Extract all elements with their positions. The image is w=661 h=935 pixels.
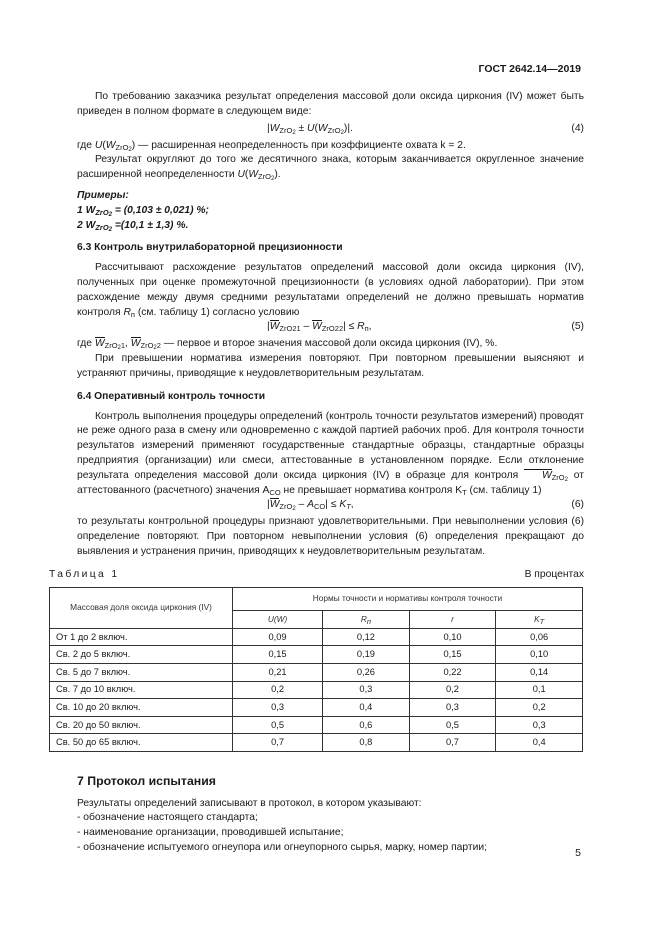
section-6-3-title: 6.3 Контроль внутрилабораторной прецизионности xyxy=(77,242,343,254)
table-cell: 0,2 xyxy=(496,699,583,717)
table-cell: 0,09 xyxy=(233,628,323,646)
formula-6-number: (6) xyxy=(571,499,584,511)
table-cell: 0,26 xyxy=(323,663,410,681)
example-2: 2 $W_{ZrO_2} =(10,1 \pm 1,3)$ %. xyxy=(77,219,189,233)
column-header-r: r xyxy=(409,610,496,628)
section-6-4-paragraph: Контроль выполнения процедуры определений (контроль точности результатов измерений) проводят не реже одного раза в смену или одновременно с каждой партией рабочих проб. Для контроля точности результатов измерений применяют государственные стандартные образцы, стандартные образцы предприятия (организации) или смеси, аттестованные в установленном порядке. Если отклонение результата определения массовой доли оксида циркония (IV) в образце для контроля $W_{ZrO_2}$ от аттестованного (расчетного) значения $A_{CO}$ не превышает норматива контроля $K_T$ (см. таблицу 1) xyxy=(77,410,584,497)
column-header-kt: $K_T$ xyxy=(496,610,583,628)
table-cell: 0,10 xyxy=(409,628,496,646)
formula-5-expression: $|W_{ZrO21} - W_{ZrO22}| \le R_п$, xyxy=(267,321,372,334)
table-cell: 0,15 xyxy=(409,646,496,664)
table-row xyxy=(50,681,583,699)
table-cell: Св. 50 до 65 включ. xyxy=(50,734,233,752)
formula-5-where: где $W_{ZrO_21}$, $W_{ZrO_22}$ — первое и второе значения массовой доли оксида циркония (IV), %. xyxy=(77,338,498,352)
table-cell: 0,7 xyxy=(233,734,323,752)
table-caption-row xyxy=(49,568,584,583)
table-cell: 0,3 xyxy=(496,716,583,734)
formula-4-where: где $U(W_{ZrO_2})$ — расширенная неопределенность при коэффициенте охвата k = 2. xyxy=(77,139,466,153)
table-row xyxy=(50,663,583,681)
table-cell: 0,8 xyxy=(323,734,410,752)
section-6-4-title: 6.4 Оперативный контроль точности xyxy=(77,390,266,402)
list-item: - обозначение настоящего стандарта; xyxy=(77,812,258,824)
table-cell: 0,1 xyxy=(496,681,583,699)
table-cell: 0,5 xyxy=(409,716,496,734)
table-cell: 0,2 xyxy=(233,681,323,699)
formula-5 xyxy=(77,320,584,337)
section-6-3-paragraph: Рассчитывают расхождение результатов определений массовой доли оксида циркония (IV), полученных при оценке промежуточной прецизионности (в условиях одной лаборатории). При этом расхождение между двумя средними результатами определений не должно превышать норматив контроля $R_п$ (см. таблицу 1) согласно условию xyxy=(77,262,584,319)
table-cell: 0,21 xyxy=(233,663,323,681)
column-header-range: Массовая доля оксида циркония (IV) xyxy=(50,587,233,628)
table-cell: 0,14 xyxy=(496,663,583,681)
table-cell: 0,19 xyxy=(323,646,410,664)
table-cell: 0,12 xyxy=(323,628,410,646)
table-cell: 0,3 xyxy=(409,699,496,717)
table-cell: 0,06 xyxy=(496,628,583,646)
precision-table xyxy=(49,587,583,752)
column-header-group: Нормы точности и нормативы контроля точности xyxy=(233,587,583,610)
table-cell: Св. 10 до 20 включ. xyxy=(50,699,233,717)
examples-title: Примеры: xyxy=(77,189,129,201)
table-cell: Св. 7 до 10 включ. xyxy=(50,681,233,699)
formula-4-number: (4) xyxy=(571,122,584,134)
table-unit: В процентах xyxy=(524,568,584,580)
section-7-intro: Результаты определений записывают в протокол, в котором указывают: xyxy=(77,797,422,809)
list-item: - обозначение испытуемого огнеупора или огнеупорного сырья, марку, номер партии; xyxy=(77,842,487,854)
table-cell: 0,15 xyxy=(233,646,323,664)
table-row xyxy=(50,734,583,752)
formula-6-expression: $|W_{ZrO_2} - A_{CO}| \le K_T$, xyxy=(267,499,354,513)
table-cell: 0,4 xyxy=(496,734,583,752)
formula-4 xyxy=(77,122,584,139)
section-6-4-result-paragraph: то результаты контрольной процедуры признают удовлетворительными. При невыполнении условия (6) определение повторяют. При повторном невыполнении условия (6) определения прекращают до выявления и устранения причин, приводящих к неудовлетворительным результатам. xyxy=(77,516,584,557)
table-cell: Св. 5 до 7 включ. xyxy=(50,663,233,681)
table-cell: 0,4 xyxy=(323,699,410,717)
formula-4-expression: $|W_{ZrO_2} \pm U(W_{ZrO_2})|$. xyxy=(267,122,353,136)
table-cell: От 1 до 2 включ. xyxy=(50,628,233,646)
examples-block xyxy=(77,189,584,233)
rounding-paragraph: Результат округляют до того же десятичного знака, которым заканчивается округленное значение расширенной неопределенности $U(W_{ZrO_2})$. xyxy=(77,154,584,183)
table-cell: 0,22 xyxy=(409,663,496,681)
table-cell: Св. 2 до 5 включ. xyxy=(50,646,233,664)
formula-5-number: (5) xyxy=(571,321,584,333)
table-cell: Св. 20 до 50 включ. xyxy=(50,716,233,734)
column-header-r-n: $R_п$ xyxy=(323,610,410,628)
table-caption: Таблица 1 xyxy=(49,568,120,580)
intro-paragraph: По требованию заказчика результат определения массовой доли оксида циркония (IV) может быть приведен в полном формате в следующем виде: xyxy=(77,91,584,117)
table-cell: 0,10 xyxy=(496,646,583,664)
formula-6 xyxy=(77,498,584,515)
table-cell: 0,3 xyxy=(233,699,323,717)
section-6-3-repeat-paragraph: При превышении норматива измерения повторяют. При повторном превышении выясняют и устраняют причины, приводящие к неудовлетворительным результатам. xyxy=(77,353,584,379)
table-cell: 0,6 xyxy=(323,716,410,734)
table-cell: 0,5 xyxy=(233,716,323,734)
standard-id: ГОСТ 2642.14—2019 xyxy=(478,63,581,75)
table-cell: 0,7 xyxy=(409,734,496,752)
column-header-uw: U(W) xyxy=(233,610,323,628)
page-number: 5 xyxy=(575,847,581,859)
list-item: - наименование организации, проводившей испытание; xyxy=(77,827,344,839)
section-7-body xyxy=(77,797,584,856)
table-row xyxy=(50,699,583,717)
table-row xyxy=(50,628,583,646)
table-row xyxy=(50,646,583,664)
table-row xyxy=(50,716,583,734)
table-cell: 0,2 xyxy=(409,681,496,699)
page-content xyxy=(49,90,584,856)
section-7-title: 7 Протокол испытания xyxy=(77,773,216,788)
table-cell: 0,3 xyxy=(323,681,410,699)
example-1: 1 $W_{ZrO_2} = (0,103 \pm 0,021)$ %; xyxy=(77,204,209,218)
